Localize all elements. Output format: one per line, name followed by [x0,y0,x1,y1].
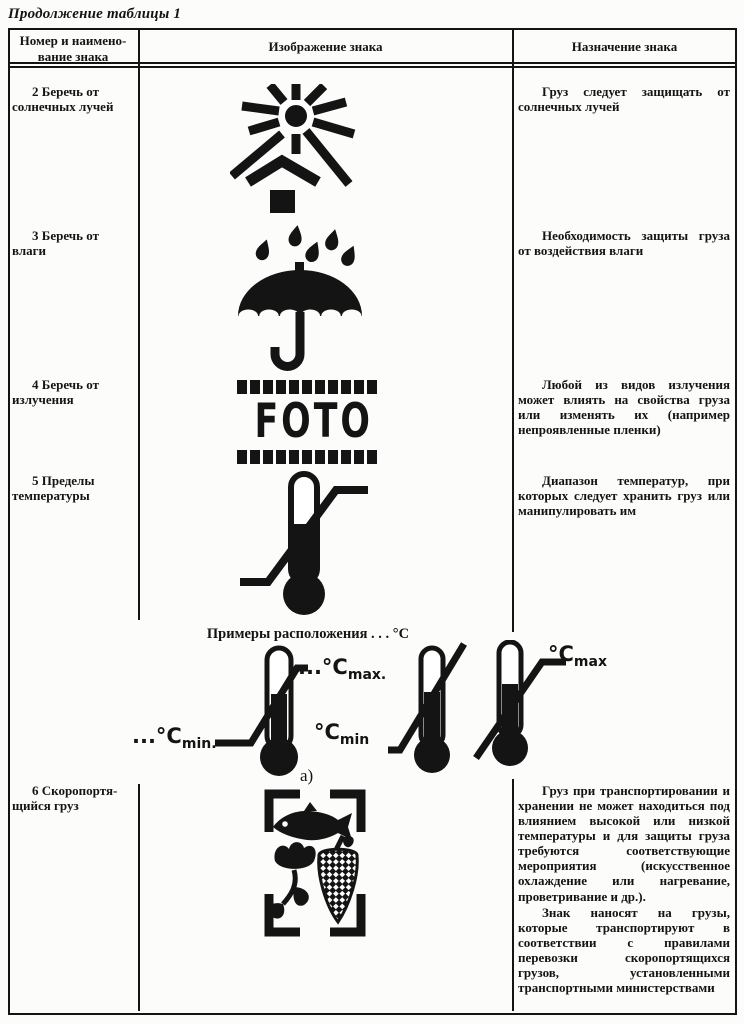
header-separator-line-2 [8,66,737,68]
sign-4-purpose [518,377,730,437]
thermometer-bulb [283,573,325,615]
column-divider-1-upper [138,28,140,620]
column-divider-2-lower [512,779,514,1011]
perishable-cargo-icon [262,788,368,938]
sign-2-name: 2 Беречь от солнечных лучей [12,84,114,115]
sign-3-purpose-text: Необходимость защиты груза от воздействия влаги [518,228,730,259]
sign-5-purpose [518,473,730,518]
example1-diagonal-line [215,668,308,743]
column-header-purpose: Назначение знака [571,39,678,54]
tulip-icon [268,842,315,918]
sign-2-purpose-text: Груз следует защищать от солнечных лучей [518,84,730,115]
column-divider-1-lower [138,784,140,1011]
sign-6-purpose [518,783,730,995]
column-header-number-name: Номер и наименование знака [19,33,127,64]
umbrella-rain-icon [234,224,366,372]
example2-thermometer-bulb [414,737,450,773]
column-divider-2-upper [512,28,514,632]
fish-icon [273,802,352,840]
sun-disc [283,103,309,129]
sign-5-name: 5 Пределы температуры [12,473,95,504]
example3-max-label: $^\circ C_{max}$ [548,642,607,670]
grapes-icon [319,836,358,922]
example3-thermometer-bulb [492,730,528,766]
cargo-box [270,190,295,213]
sign-3-purpose [518,228,730,258]
example1-max-label: $...^\circ C_{max.}$ [298,655,387,683]
sign-5-purpose-text: Диапазон температур, при которых следует хранить груз или манипулировать им [518,473,730,519]
film-perforations-top [237,380,377,394]
raindrops [254,224,360,268]
sign-3-name: 3 Беречь от влаги [12,228,99,259]
column-header-image: Изображение знака [268,39,383,54]
foto-label: FOTO [254,394,373,449]
sign-4-name: 4 Беречь от излучения [12,377,99,408]
sign-2-purpose [518,84,730,114]
example-a-marker: а) [300,766,314,785]
umbrella-canopy [238,270,362,316]
page-title: Продолжение таблицы 1 [8,6,182,22]
example1-min-label: $...^\circ C_{min.}$ [132,724,217,752]
sign-4-purpose-text: Любой из видов излучения может влиять на свойства груза или изменять их (например непроявленные пленки) [518,377,730,438]
example2-min-label: $^\circ C_{min}$ [314,720,370,748]
thermometer-icon [238,470,370,618]
film-perforations-bottom [237,450,377,464]
sign-6-purpose-paragraph-2: Знак наносят на грузы, которые транспортируют в соответствии с правилами перевозки скоропортящихся грузов, установленными транспортными министерствами [518,904,730,996]
examples-caption: Примеры расположения . . . °С [206,626,410,642]
sun-shelter-icon [230,84,362,214]
example1-thermometer-bulb [260,738,298,776]
sign-6-purpose-paragraph-1: Груз при транспортировании и хранении не может находиться под влиянием высокой или низкой температуры и для защиты груза требуются соответствующие мероприятия (искусственное охлаждение или нагревание, проветривание и др.). [518,783,730,904]
film-strip-icon [236,380,378,464]
shelter-roof [248,161,318,182]
sign-6-name: 6 Скоропортящийся груз [12,783,118,814]
